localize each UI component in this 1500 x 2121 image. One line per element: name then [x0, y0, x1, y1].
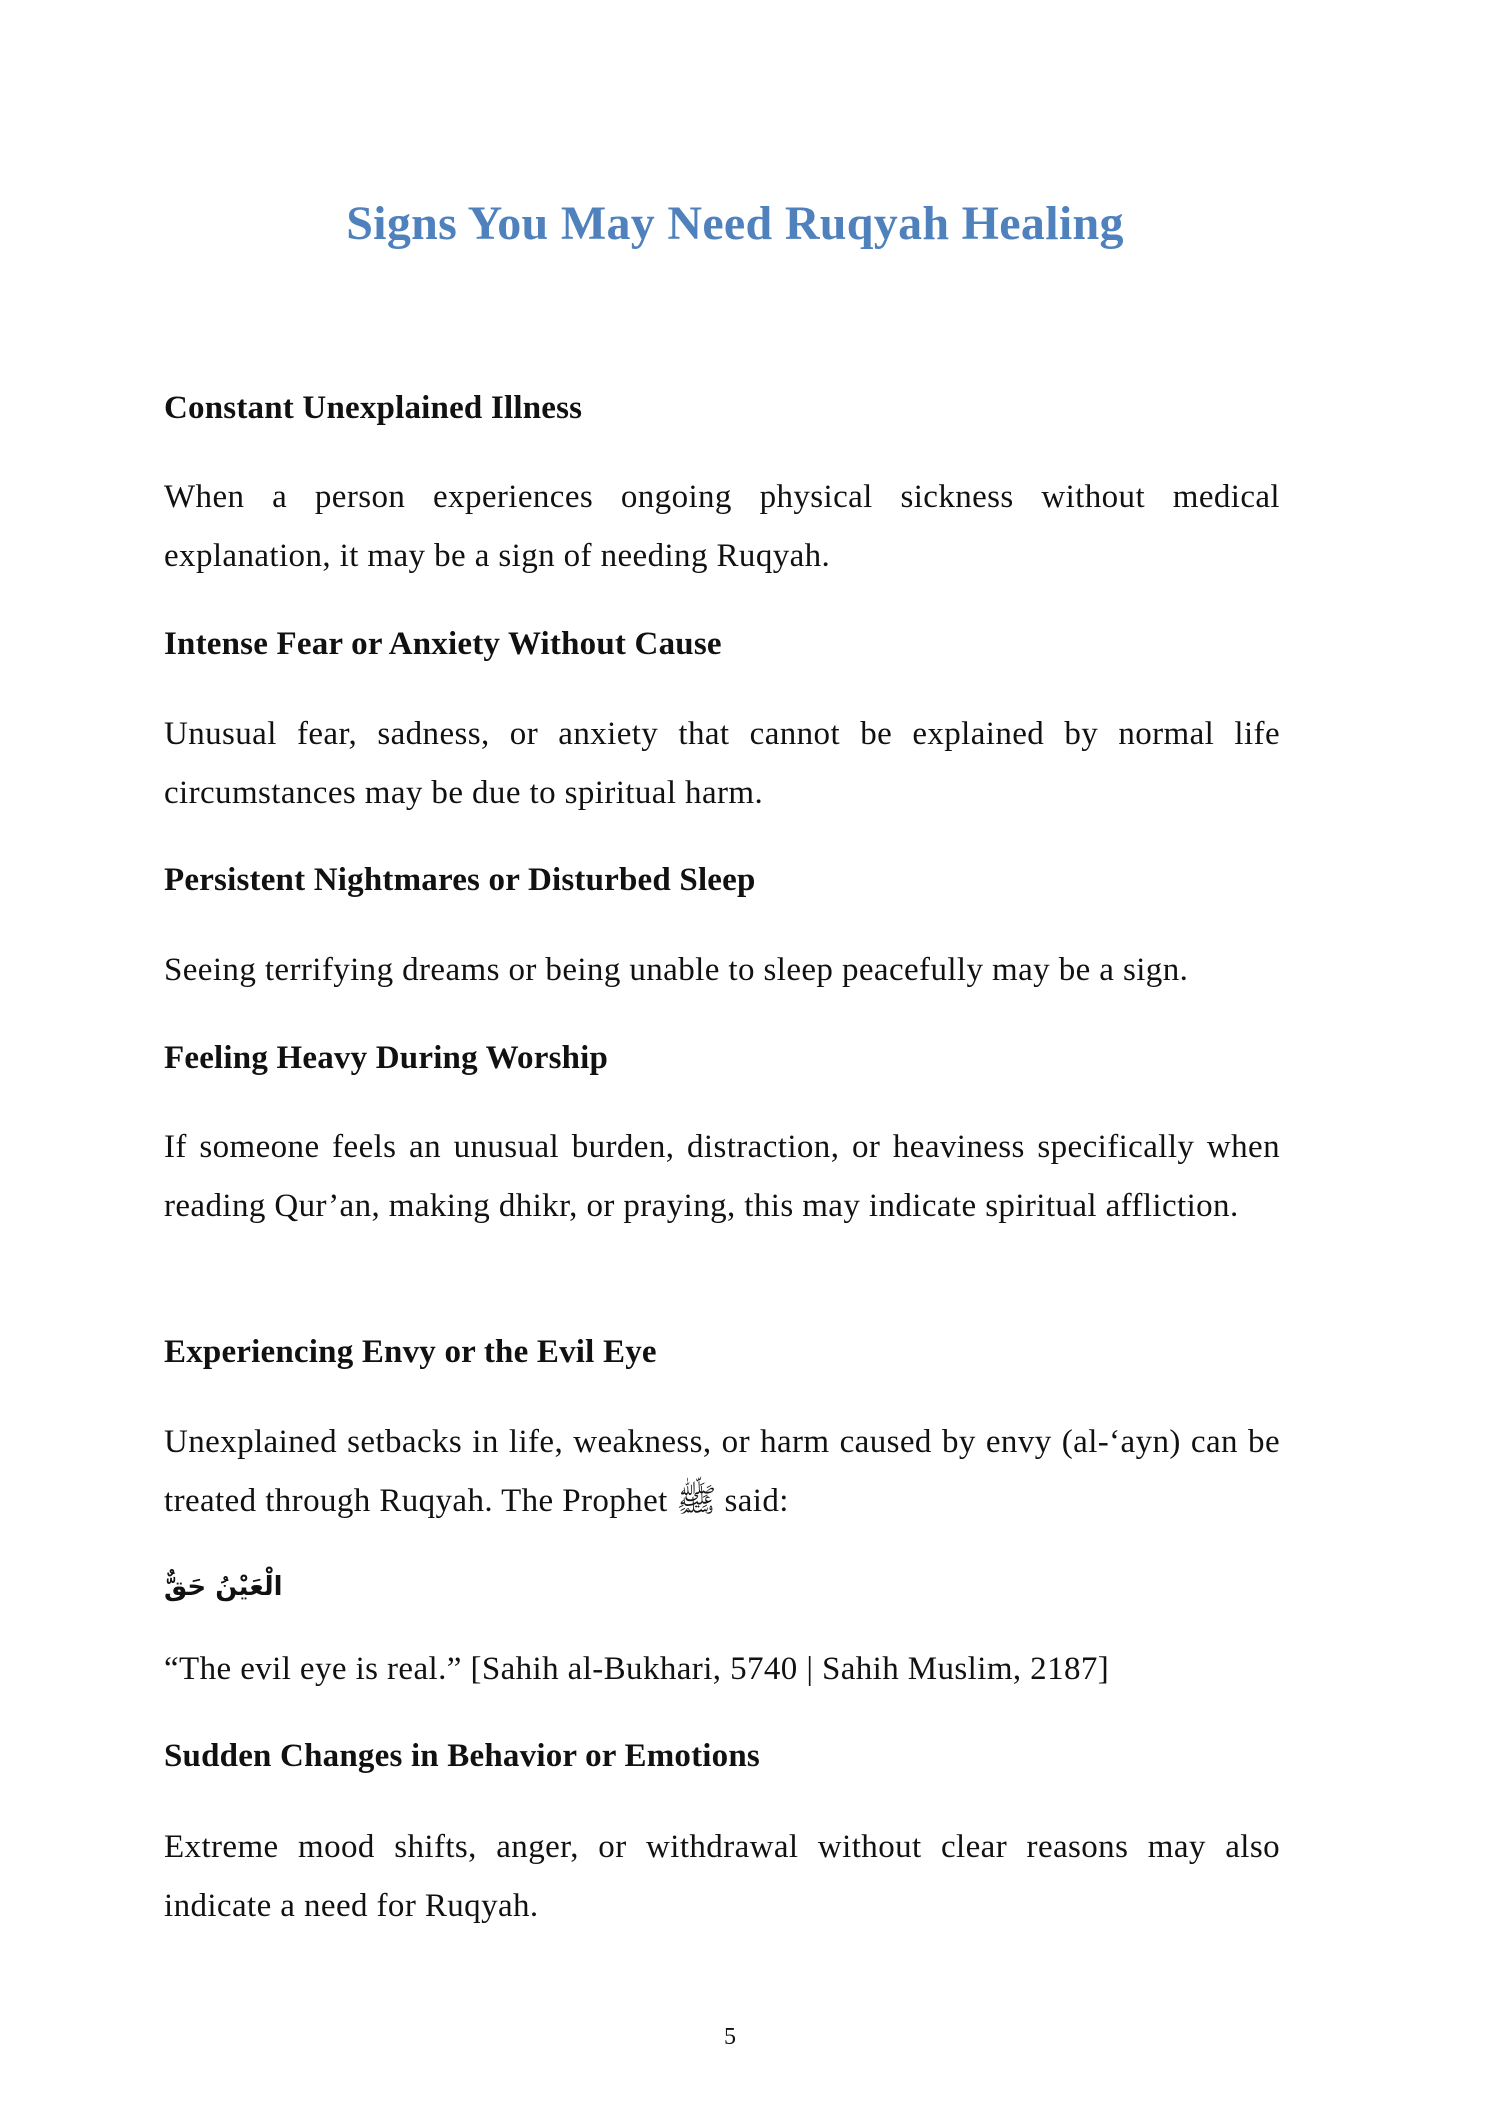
page-title: Signs You May Need Ruqyah Healing — [346, 197, 1124, 250]
hadith-quote: “The evil eye is real.” [Sahih al-Bukhari, 5740 | Sahih Muslim, 2187] — [164, 1651, 1110, 1687]
section-heading: Intense Fear or Anxiety Without Cause — [164, 626, 722, 662]
section-heading: Sudden Changes in Behavior or Emotions — [164, 1738, 760, 1774]
section-heading: Persistent Nightmares or Disturbed Sleep — [164, 862, 756, 898]
section-body: Seeing terrifying dreams or being unable to sleep peacefully may be a sign. — [164, 952, 1189, 988]
arabic-hadith-text: الْعَيْنُ حَقٌّ — [164, 1572, 283, 1602]
page-number: 5 — [724, 2024, 736, 2050]
section-body: When a person experiences ongoing physical sickness without medical explanation, it may be a sign of needing Ruqyah. — [164, 479, 1280, 574]
section-heading: Constant Unexplained Illness — [164, 390, 583, 426]
section-heading: Feeling Heavy During Worship — [164, 1040, 609, 1076]
section-body: Unusual fear, sadness, or anxiety that cannot be explained by normal life circumstances may be due to spiritual harm. — [164, 716, 1280, 811]
section-body: Unexplained setbacks in life, weakness, or harm caused by envy (al-‘ayn) can be treated through Ruqyah. The Prophet ﷺ said: — [164, 1424, 1280, 1519]
section-body: If someone feels an unusual burden, distraction, or heaviness specifically when reading Qur’an, making dhikr, or praying, this may indicate spiritual affliction. — [164, 1129, 1280, 1224]
section-body: Extreme mood shifts, anger, or withdrawal without clear reasons may also indicate a need for Ruqyah. — [164, 1829, 1280, 1924]
section-heading: Experiencing Envy or the Evil Eye — [164, 1334, 657, 1370]
